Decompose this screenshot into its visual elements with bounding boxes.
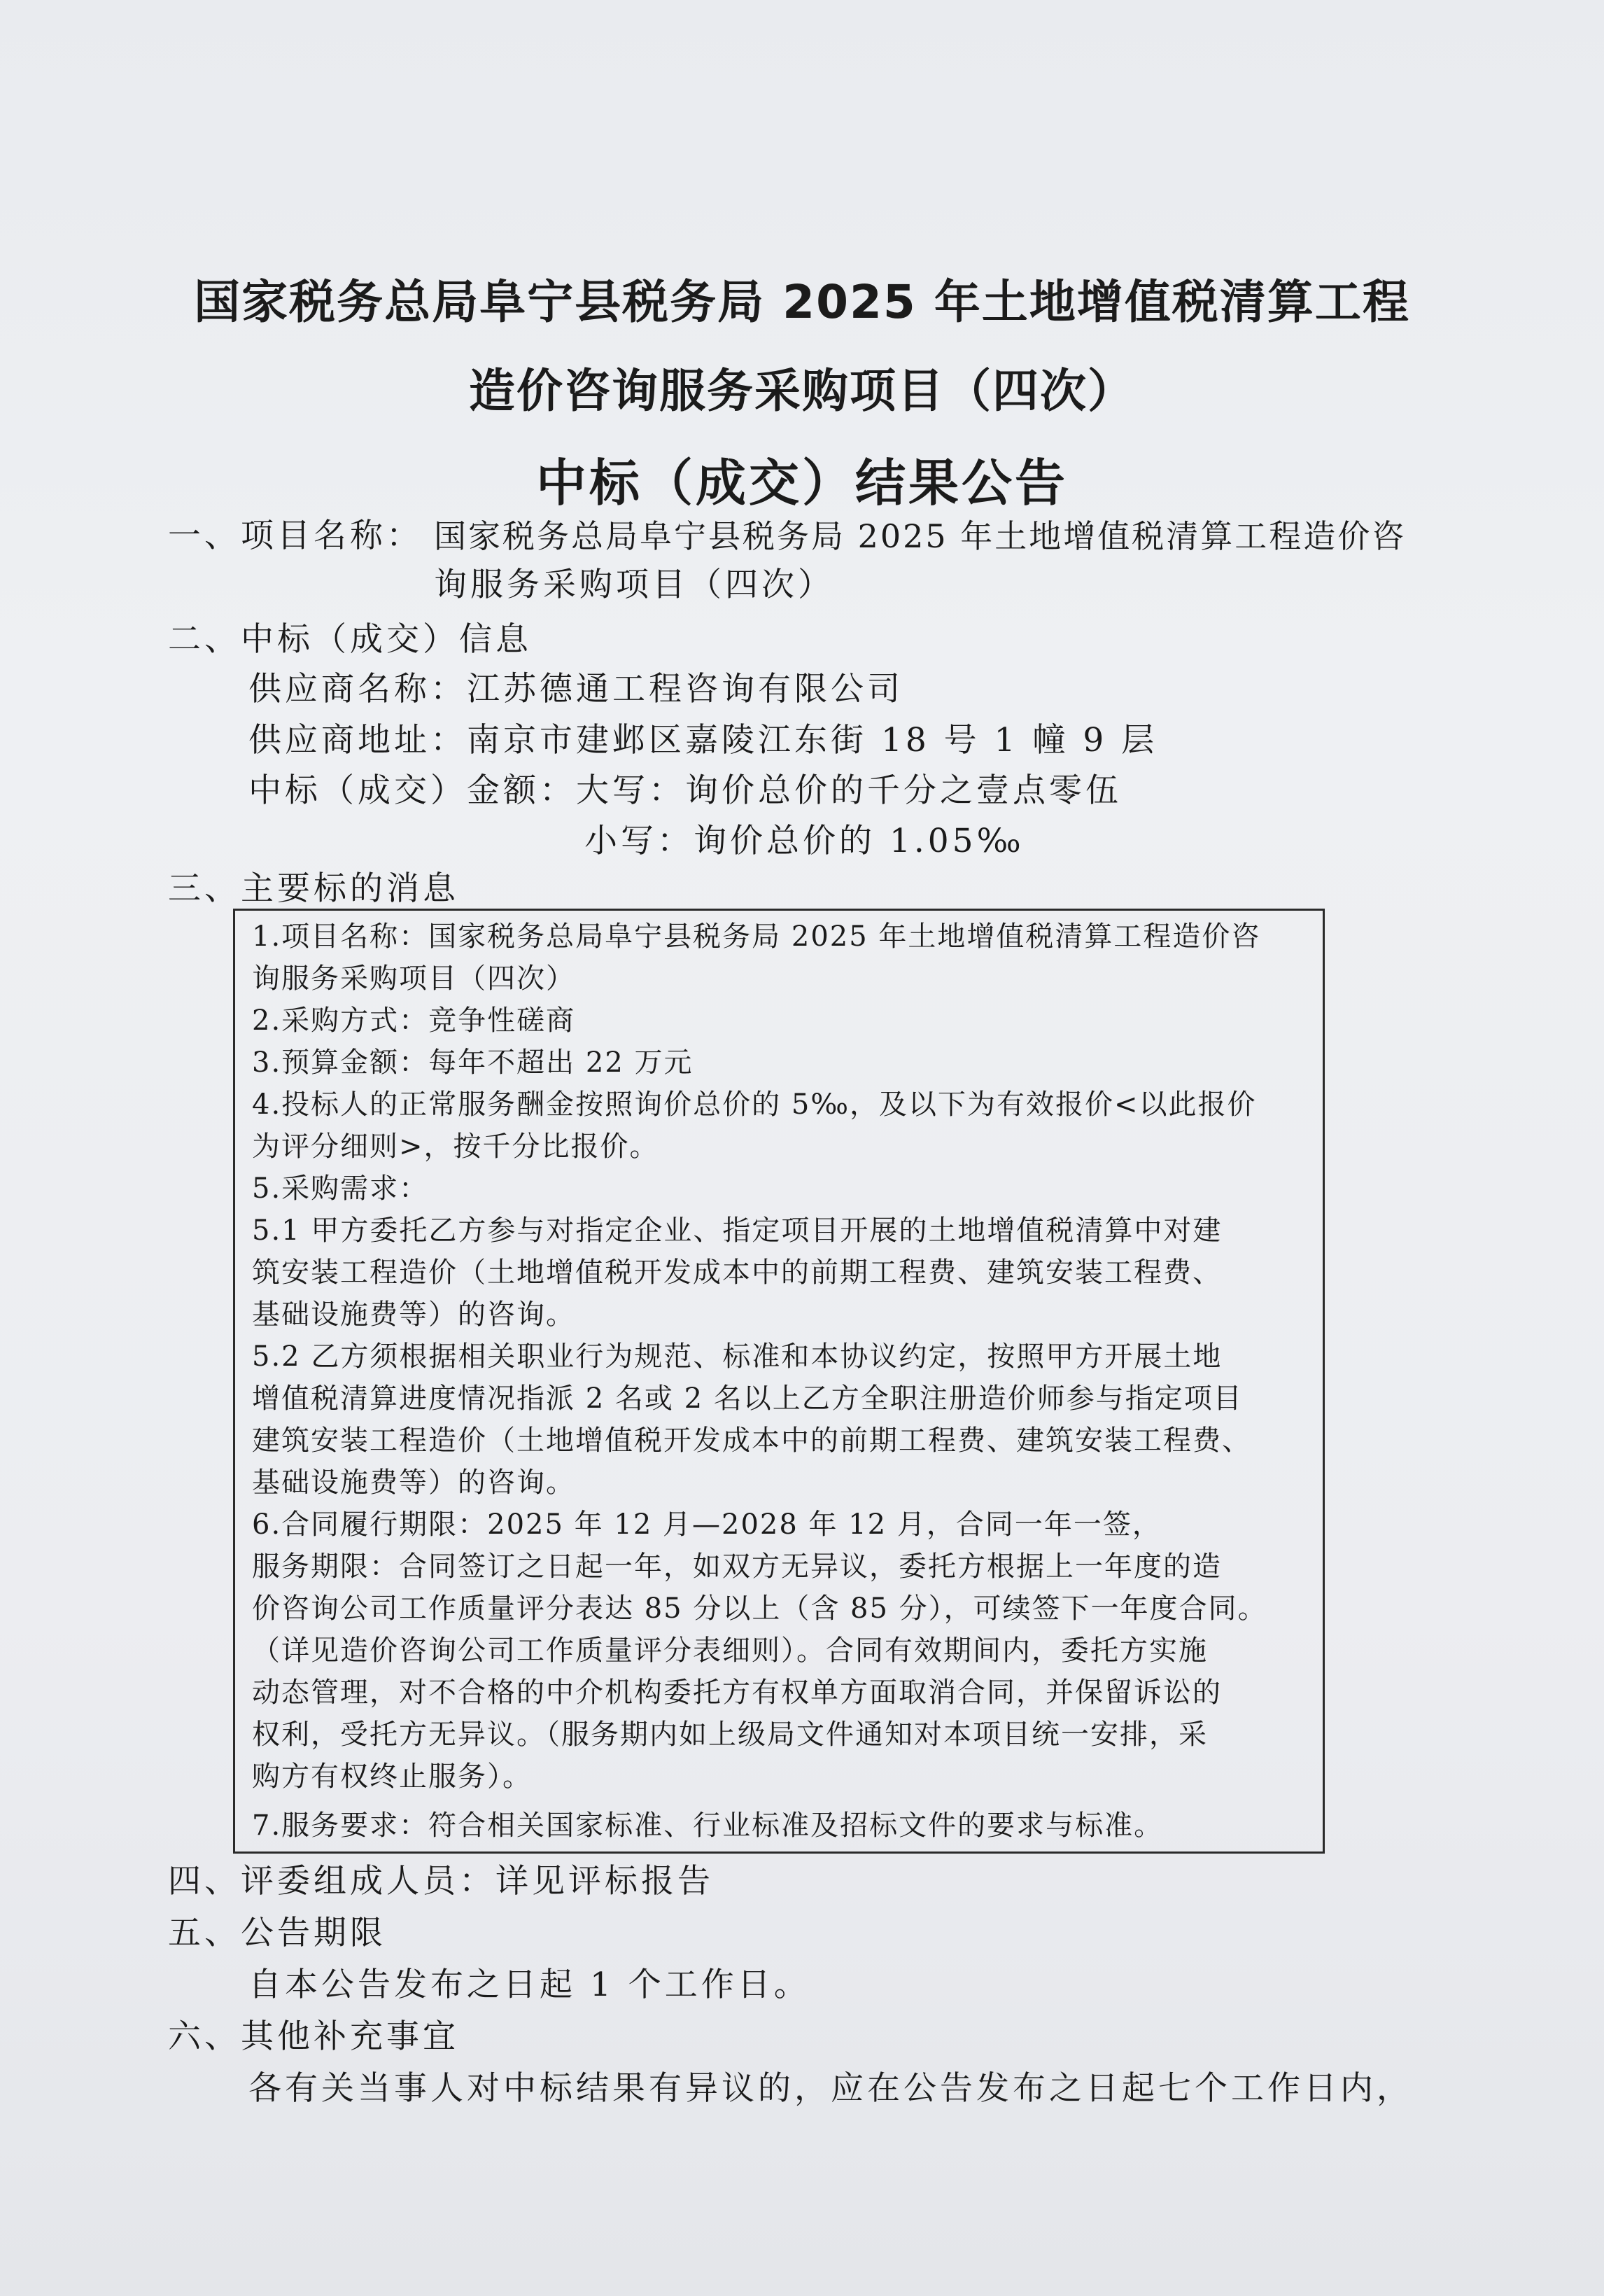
box-line: 6.合同履行期限：2025 年 12 月—2028 年 12 月，合同一年一签， [252,1508,1162,1541]
supplier-address: 供应商地址：南京市建邺区嘉陵江东街 18 号 1 幢 9 层 [248,721,1158,760]
box-line: 2.采购方式：竞争性磋商 [252,1004,576,1037]
section5-text: 自本公告发布之日起 1 个工作日。 [248,1966,810,2004]
box-line: 为评分细则>，按千分比报价。 [252,1130,659,1163]
box-line: 5.采购需求： [252,1172,429,1205]
bid-amount-lower: 小写：询价总价的 1.05‰ [584,822,1025,860]
box-line: 筑安装工程造价（土地增值税开发成本中的前期工程费、建筑安装工程费、 [252,1256,1222,1289]
box-line: 3.预算金额：每年不超出 22 万元 [252,1046,694,1079]
title-line-3: 中标（成交）结果公告 [535,454,1068,512]
box-line: 7.服务要求：符合相关国家标准、行业标准及招标文件的要求与标准。 [252,1809,1164,1842]
box-line: 增值税清算进度情况指派 2 名或 2 名以上乙方全职注册造价师参与指定项目 [252,1382,1243,1415]
box-line: 动态管理，对不合格的中介机构委托方有权单方面取消合同，并保留诉讼的 [252,1676,1222,1709]
box-line: 5.1 甲方委托乙方参与对指定企业、指定项目开展的土地增值税清算中对建 [252,1214,1223,1247]
box-line: 权利，受托方无异议。（服务期内如上级局文件通知对本项目统一安排，采 [252,1718,1208,1751]
box-line: 购方有权终止服务）。 [252,1760,532,1793]
section1-text-line1: 国家税务总局阜宁县税务局 2025 年土地增值税清算工程造价咨 [434,517,1407,555]
box-line: 建筑安装工程造价（土地增值税开发成本中的前期工程费、建筑安装工程费、 [252,1424,1251,1457]
section6-text: 各有关当事人对中标结果有异议的，应在公告发布之日起七个工作日内， [248,2069,1413,2108]
box-line: 4.投标人的正常服务酬金按照询价总价的 5‰，及以下为有效报价<以此报价 [252,1088,1257,1121]
section1-text-line2: 询服务采购项目（四次） [434,566,834,604]
box-line: 1.项目名称：国家税务总局阜宁县税务局 2025 年土地增值税清算工程造价咨 [252,920,1261,953]
section5-label: 五、公告期限 [168,1914,386,1952]
box-line: 5.2 乙方须根据相关职业行为规范、标准和本协议约定，按照甲方开展土地 [252,1340,1223,1373]
box-line: 基础设施费等）的咨询。 [252,1466,575,1499]
box-line: （详见造价咨询公司工作质量评分表细则）。合同有效期间内，委托方实施 [252,1634,1208,1667]
title-line-1: 国家税务总局阜宁县税务局 2025 年土地增值税清算工程 [194,275,1410,329]
section1-label: 一、项目名称： [168,517,423,555]
bid-amount-upper: 中标（成交）金额：大写：询价总价的千分之壹点零伍 [248,771,1122,810]
section2-label: 二、中标（成交）信息 [168,620,532,659]
supplier-name: 供应商名称：江苏德通工程咨询有限公司 [248,670,903,708]
box-line: 询服务采购项目（四次） [252,962,575,995]
section3-label: 三、主要标的消息 [168,869,459,908]
title-line-2: 造价咨询服务采购项目（四次） [469,364,1135,418]
box-line: 基础设施费等）的咨询。 [252,1298,575,1331]
section6-label: 六、其他补充事宜 [168,2017,459,2056]
section4-label: 四、评委组成人员：详见评标报告 [168,1862,714,1900]
box-line: 价咨询公司工作质量评分表达 85 分以上（含 85 分），可续签下一年度合同。 [252,1592,1267,1625]
box-line: 服务期限：合同签订之日起一年，如双方无异议，委托方根据上一年度的造 [252,1550,1222,1583]
